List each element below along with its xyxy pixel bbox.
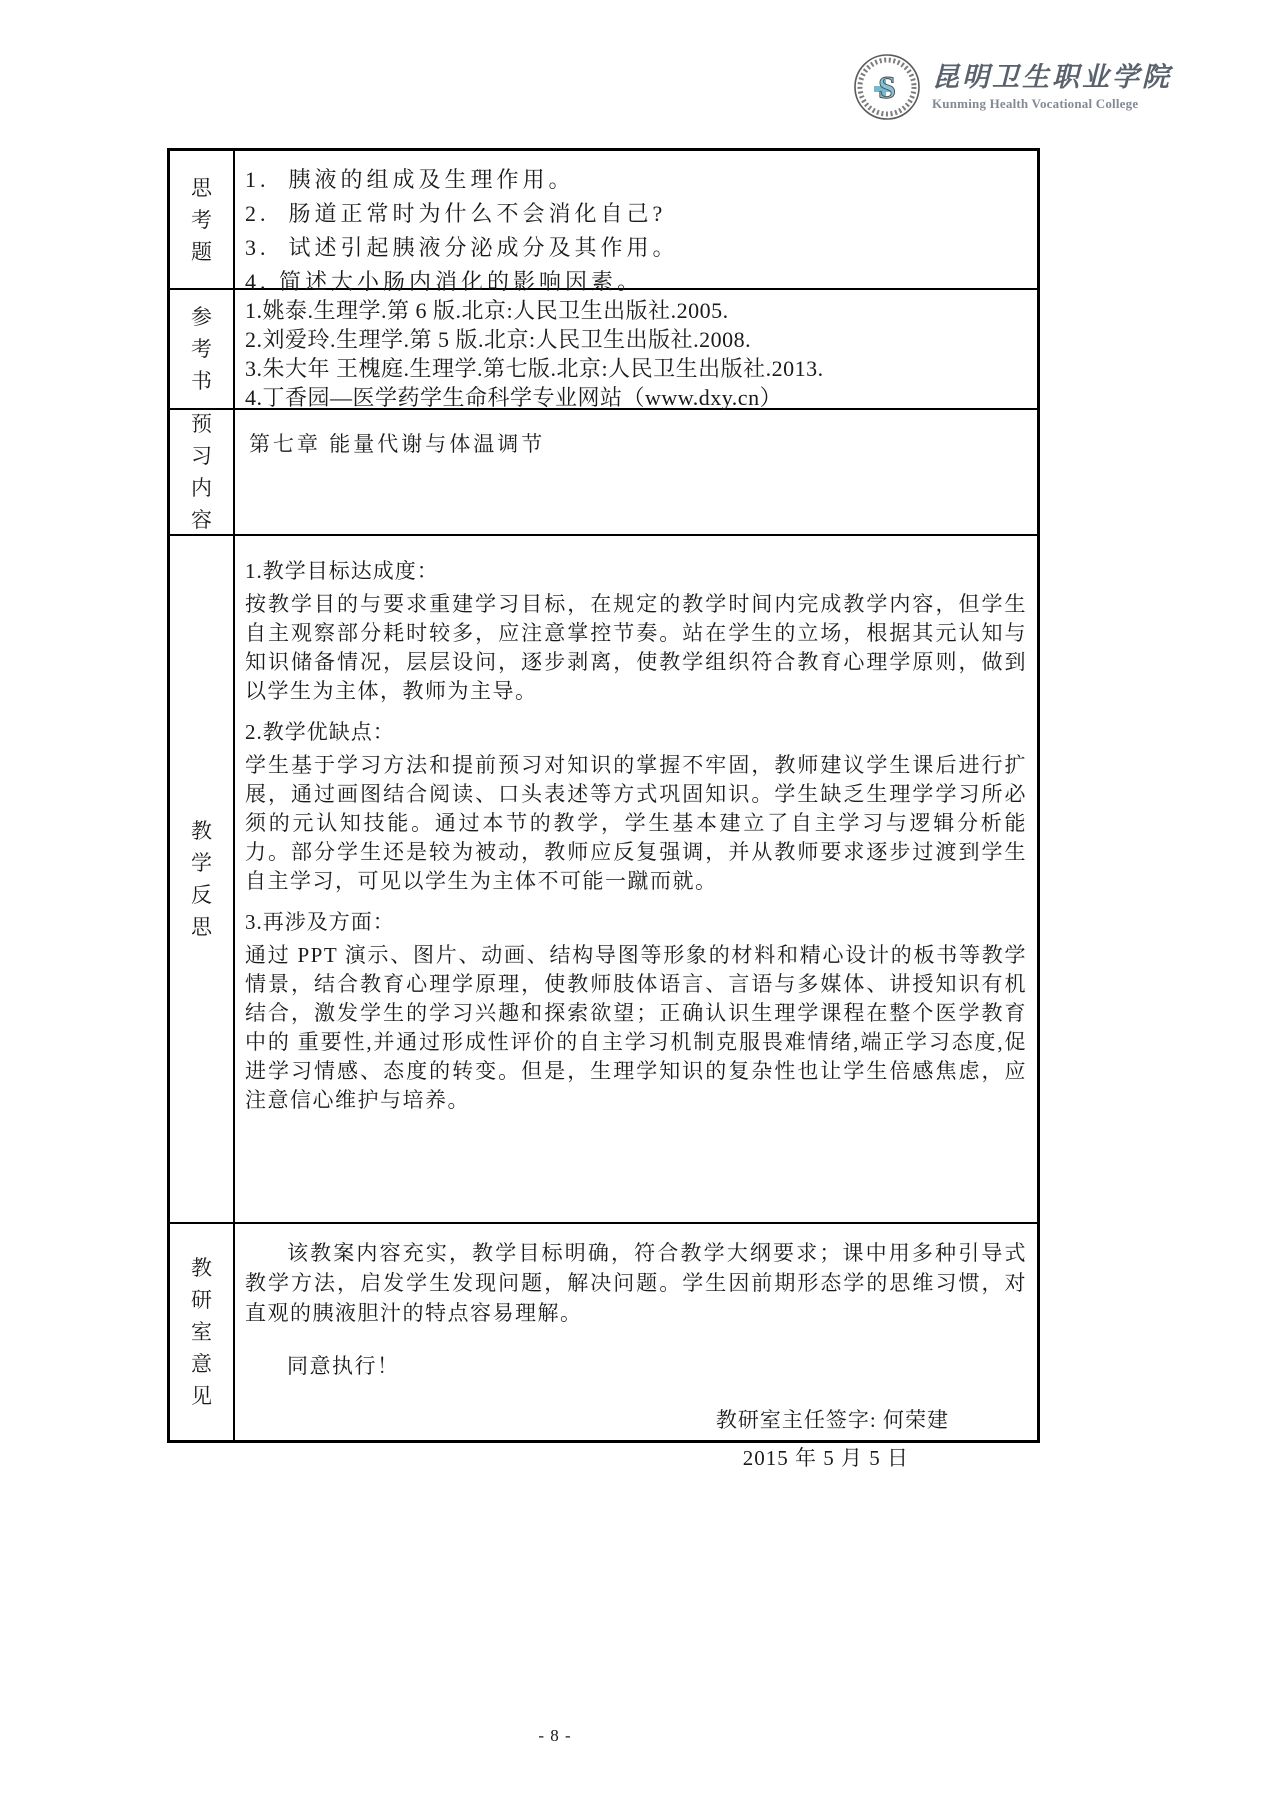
page-number: - 8 - [538, 1726, 572, 1745]
table-row-teaching-reflection [170, 534, 1037, 1222]
college-name-block [932, 64, 1172, 110]
college-name-en: Kunming Health Vocational College [932, 96, 1139, 111]
reflection-heading-3: 3.再涉及方面： [245, 910, 395, 934]
office-approval-text: 同意执行！ [287, 1354, 400, 1378]
row-label-cell [170, 410, 235, 534]
table-row-reference-books [170, 288, 1037, 408]
reflection-paragraph-1: 按教学目的与要求重建学习目标，在规定的教学时间内完成教学内容，但学生自主观察部分耗时较多，应注意掌控节奏。站在学生的立场，根据其元认知与知识储备情况，层层设问，逐步剥离，使教学组织符合教育心理学原则，做到以学生为主体，教师为主导。 [245, 592, 1027, 703]
preview-chapter-text: 第七章 能量代谢与体温调节 [249, 432, 546, 456]
question-item: 1. 胰液的组成及生理作用。 [245, 167, 575, 192]
reference-item: 1.姚泰.生理学.第 6 版.北京:人民卫生出版社.2005. [245, 298, 729, 323]
table-row-thinking-questions [170, 151, 1037, 294]
row-label-preview-content: 预习内容 [191, 412, 212, 532]
row-label-teaching-reflection: 教学反思 [191, 819, 212, 939]
table-row-office-opinion [170, 1222, 1037, 1470]
lesson-plan-table [167, 148, 1040, 1470]
thinking-questions-content [235, 151, 1037, 294]
reference-item: 2.刘爱玲.生理学.第 5 版.北京:人民卫生出版社.2008. [245, 327, 752, 352]
reflection-paragraph-2: 学生基于学习方法和提前预习对知识的掌握不牢固，教师建议学生课后进行扩展，通过画图结合阅读、口头表述等方式巩固知识。学生缺乏生理学学习所必须的元认知技能。通过本节的教学，学生基本建立了自主学习与逻辑分析能力。部分学生还是较为被动，教师应反复强调，并从教师要求逐步过渡到学生自主学习，可见以学生为主体不可能一蹴而就。 [245, 753, 1027, 893]
reflection-heading-2: 2.教学优缺点： [245, 720, 395, 744]
row-label-cell [170, 290, 235, 408]
reflection-heading-1: 1.教学目标达成度： [245, 559, 439, 583]
row-label-cell [170, 536, 235, 1222]
question-item: 3. 试述引起胰液分泌成分及其作用。 [245, 235, 679, 260]
college-logo [852, 52, 1172, 122]
office-approval-date: 2015 年 5 月 5 日 [742, 1446, 909, 1470]
row-label-reference-books: 参考书 [191, 305, 212, 393]
reference-item: 4.丁香园—医学药学生命科学专业网站（www.dxy.cn） [245, 385, 783, 410]
reference-books-content [235, 290, 1037, 408]
reflection-paragraph-3: 通过 PPT 演示、图片、动画、结构导图等形象的材料和精心设计的板书等教学情景，结合教育心理学原理，使教师肢体语言、言语与多媒体、讲授知识有机结合，激发学生的学习兴趣和探索欲望；正确认识生理学课程在整个医学教育中的 重要性,并通过形成性评价的自主学习机制克服畏难情绪,端正学习态度,促进学习情感、态度的转变。但是，生理学知识的复杂性也让学生倍感焦虑，应注意信心维护与培养。 [245, 943, 1027, 1112]
svg-text:S: S [878, 69, 896, 105]
office-opinion-content [235, 1224, 1037, 1470]
office-director-signature: 教研室主任签字: 何荣建 [715, 1408, 949, 1432]
row-label-office-opinion: 教研室意见 [191, 1256, 212, 1408]
row-label-cell [170, 1224, 235, 1440]
college-seal-icon [852, 52, 922, 122]
preview-content [235, 410, 1037, 534]
reference-item: 3.朱大年 王槐庭.生理学.第七版.北京:人民卫生出版社.2013. [245, 356, 824, 381]
question-item: 2. 肠道正常时为什么不会消化自己? [245, 201, 667, 226]
row-label-cell [170, 151, 235, 288]
college-name-zh: 昆明卫生职业学院 [932, 62, 1172, 92]
table-row-preview-content [170, 408, 1037, 534]
question-item: 4. 简述大小肠内消化的影响因素。 [245, 269, 644, 294]
row-label-thinking-questions: 思考题 [191, 175, 212, 264]
teaching-reflection-content [235, 536, 1037, 1222]
office-opinion-paragraph: 该教案内容充实，教学目标明确，符合教学大纲要求；课中用多种引导式教学方法，启发学生发现问题，解决问题。学生因前期形态学的思维习惯，对直观的胰液胆汁的特点容易理解。 [245, 1241, 1027, 1325]
